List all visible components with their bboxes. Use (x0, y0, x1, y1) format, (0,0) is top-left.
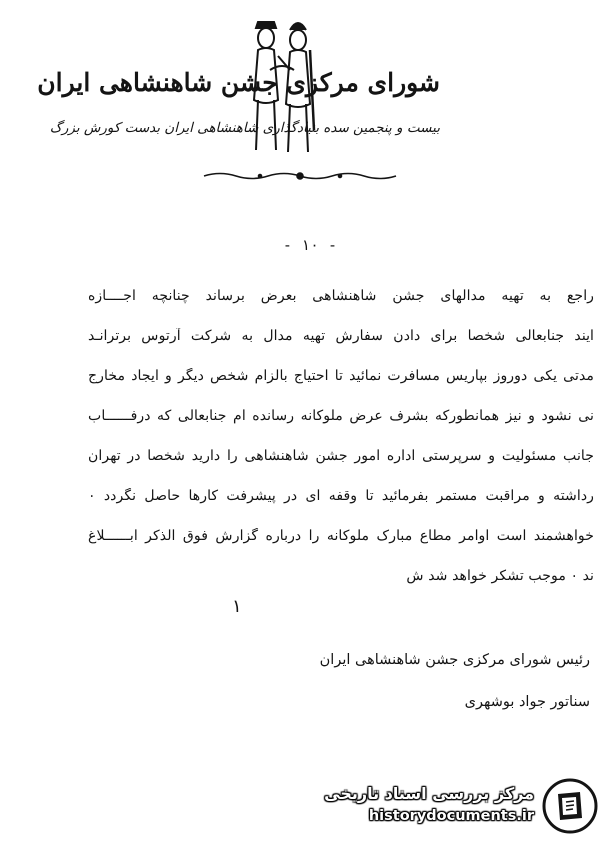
watermark-text-fa: مرکز بررسی اسناد تاریخی (324, 784, 534, 803)
ornament-divider-icon (200, 168, 400, 182)
closing-mark: ۱ (232, 596, 242, 617)
body-line-6: رداشته و مراقبت مستمر بفرمائید تا وقفه ای در پیشرفت کارها حاصل نگردد ۰ (88, 488, 594, 504)
body-line-7: خواهشمند است اوامر مطاع مبارک ملوکانه را درباره گزارش فوق الذکر ابــــــلاغ (88, 528, 594, 544)
body-line-4: نی نشود و نیز همانطورکه بشرف عرض ملوکانه رسانده ام جنابعالی که درفــــــاب (88, 408, 594, 424)
body-line-5: جانب مسئولیت و سرپرستی اداره امور جشن شاهنشاهی را دارید شخصا در تهران (88, 448, 594, 464)
body-line-1: راجع به تهیه مدالهای جشن شاهنشاهی بعرض برساند چنانچه اجــــازه (88, 288, 594, 304)
letterhead-title: شورای مرکزی جشن شاهنشاهی ایران (37, 68, 440, 97)
signatory-name: سناتور جواد بوشهری (464, 694, 590, 710)
body-line-8: ند ۰ موجب تشکر خواهد شد ش (406, 568, 594, 584)
signatory-title: رئیس شورای مرکزی جشن شاهنشاهی ایران (319, 652, 590, 668)
watermark-url: historydocuments.ir (368, 808, 534, 824)
body-line-3: مدتی یکی دوروز بپاریس مسافرت نمائید تا احتیاج بالزام شخص دیگر و ایجاد مخارج (88, 368, 594, 384)
page-number: - ۱۰ - (282, 236, 338, 254)
letterhead-subtitle: بیست و پنجمین سده بنیادگذاری شاهنشاهی ایران بدست کورش بزرگ (49, 120, 440, 136)
body-line-2: ایند جنابعالی شخصا برای دادن سفارش تهیه مدال به شرکت آرتوس برترانـد (88, 328, 594, 344)
archive-book-logo-icon (542, 778, 598, 834)
